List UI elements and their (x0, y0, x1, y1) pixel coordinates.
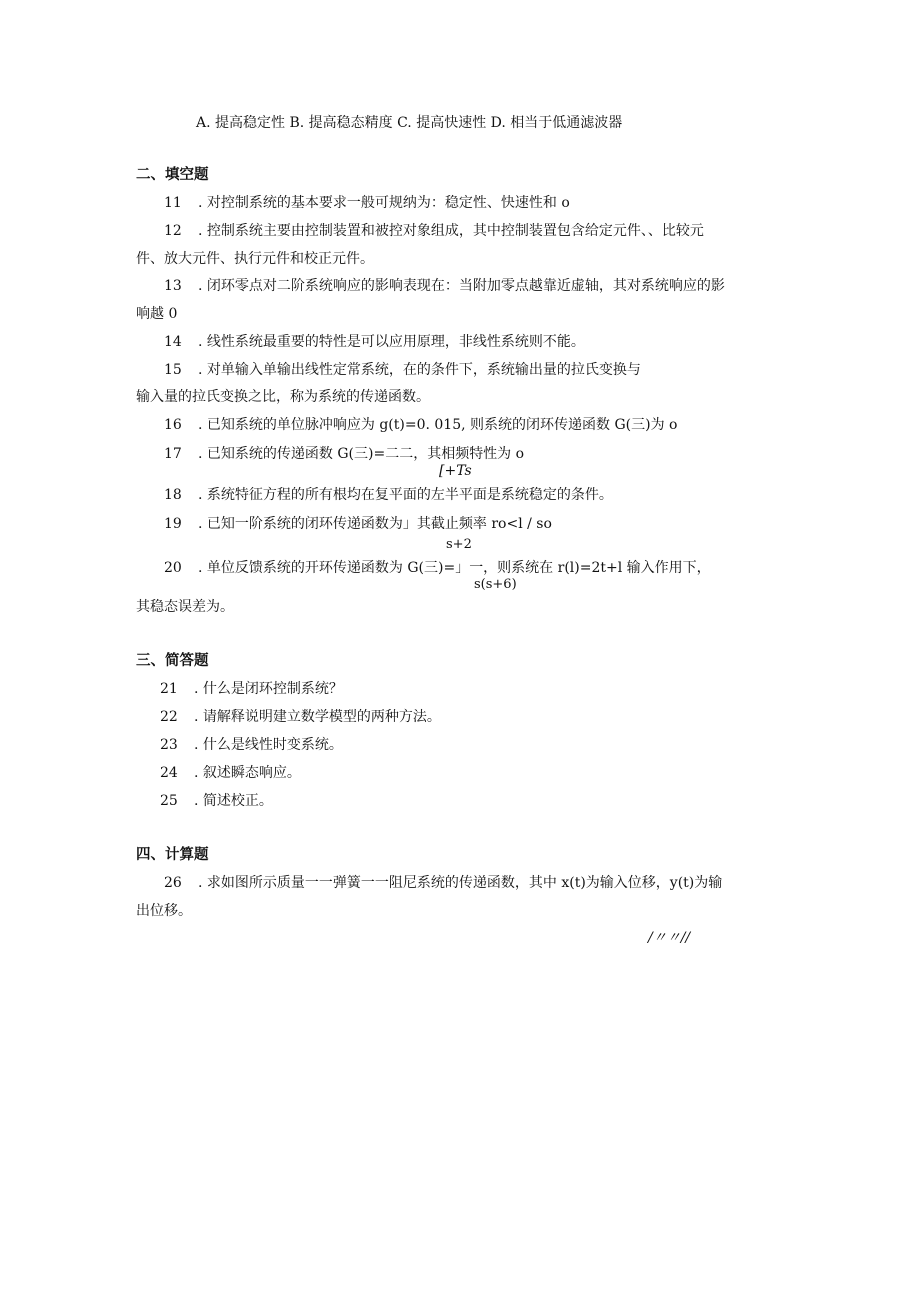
question-number: 17 (164, 446, 182, 462)
question-number: 14 (164, 334, 182, 350)
question-text: . 请解释说明建立数学模型的两种方法。 (194, 709, 441, 725)
question-26-continuation: 出位移。 (136, 903, 192, 919)
question-25 (160, 792, 273, 810)
question-26 (164, 874, 722, 892)
question-15-continuation: 输入量的拉氏变换之比，称为系统的传递函数。 (136, 389, 430, 405)
section-heading-fill-in: 二、填空题 (136, 166, 209, 183)
question-number: 24 (160, 765, 178, 781)
question-number: 16 (164, 417, 182, 433)
question-text: . 什么是线性时变系统。 (194, 737, 343, 753)
options-line: A. 提高稳定性 B. 提高稳态精度 C. 提高快速性 D. 相当于低通滤波器 (196, 115, 623, 131)
question-number: 19 (164, 516, 182, 532)
question-19-denominator: s+2 (446, 537, 472, 552)
question-number: 13 (164, 278, 182, 294)
question-number: 23 (160, 737, 178, 753)
question-16 (164, 416, 677, 434)
question-20 (164, 559, 711, 577)
question-number: 18 (164, 487, 182, 503)
question-number: 11 (164, 195, 182, 211)
question-text: . 对单输入单输出线性定常系统，在的条件下，系统输出量的拉氏变换与 (198, 362, 641, 378)
question-24 (160, 764, 301, 782)
figure-ground-mark: /〃〃// (648, 930, 691, 946)
question-number: 15 (164, 362, 182, 378)
question-15 (164, 361, 641, 379)
question-20-continuation: 其稳态误差为。 (136, 599, 234, 615)
question-text: . 闭环零点对二阶系统响应的影响表现在：当附加零点越靠近虚轴，其对系统响应的影 (198, 278, 725, 294)
question-19 (164, 515, 552, 533)
question-text: . 已知系统的单位脉冲响应为 g(t)=0. 015, 则系统的闭环传递函数 G(三)为 o (198, 417, 678, 433)
question-number: 25 (160, 793, 178, 809)
question-number: 22 (160, 709, 178, 725)
question-22 (160, 708, 441, 726)
question-23 (160, 736, 343, 754)
question-number: 26 (164, 875, 182, 891)
section-heading-calculation: 四、计算题 (136, 846, 209, 863)
question-12 (164, 222, 704, 240)
question-text: . 线性系统最重要的特性是可以应用原理，非线性系统则不能。 (198, 334, 585, 350)
question-text: . 对控制系统的基本要求一般可规纳为：稳定性、快速性和 o (198, 195, 570, 211)
question-number: 21 (160, 681, 178, 697)
question-18 (164, 486, 613, 504)
question-text: . 单位反馈系统的开环传递函数为 G(三)=」一，则系统在 r(l)=2t+l 输入作用下， (198, 560, 711, 576)
question-text: . 已知一阶系统的闭环传递函数为」其截止频率 ro<l / so (198, 516, 552, 532)
question-17-denominator: [+Ts (439, 463, 472, 479)
question-20-denominator: s(s+6) (474, 577, 517, 592)
question-text: . 简述校正。 (194, 793, 273, 809)
question-text: . 已知系统的传递函数 G(三)=二二，其相频特性为 o (198, 446, 525, 462)
question-number: 12 (164, 223, 182, 239)
question-text: . 控制系统主要由控制装置和被控对象组成，其中控制装置包含给定元件、、比较元 (198, 223, 704, 239)
question-12-continuation: 件、放大元件、执行元件和校正元件。 (136, 251, 374, 267)
question-14 (164, 333, 585, 351)
question-13-continuation: 响越 0 (136, 306, 178, 322)
question-text: . 叙述瞬态响应。 (194, 765, 301, 781)
question-number: 20 (164, 560, 182, 576)
question-21 (160, 680, 343, 698)
question-text: . 什么是闭环控制系统？ (194, 681, 343, 697)
question-text: . 求如图所示质量一一弹簧一一阻尼系统的传递函数，其中 x(t)为输入位移，y(t)为输 (198, 875, 723, 891)
question-11 (164, 194, 570, 212)
section-heading-short-answer: 三、简答题 (136, 652, 209, 669)
question-text: . 系统特征方程的所有根均在复平面的左半平面是系统稳定的条件。 (198, 487, 613, 503)
question-13 (164, 277, 725, 295)
question-17 (164, 445, 524, 463)
